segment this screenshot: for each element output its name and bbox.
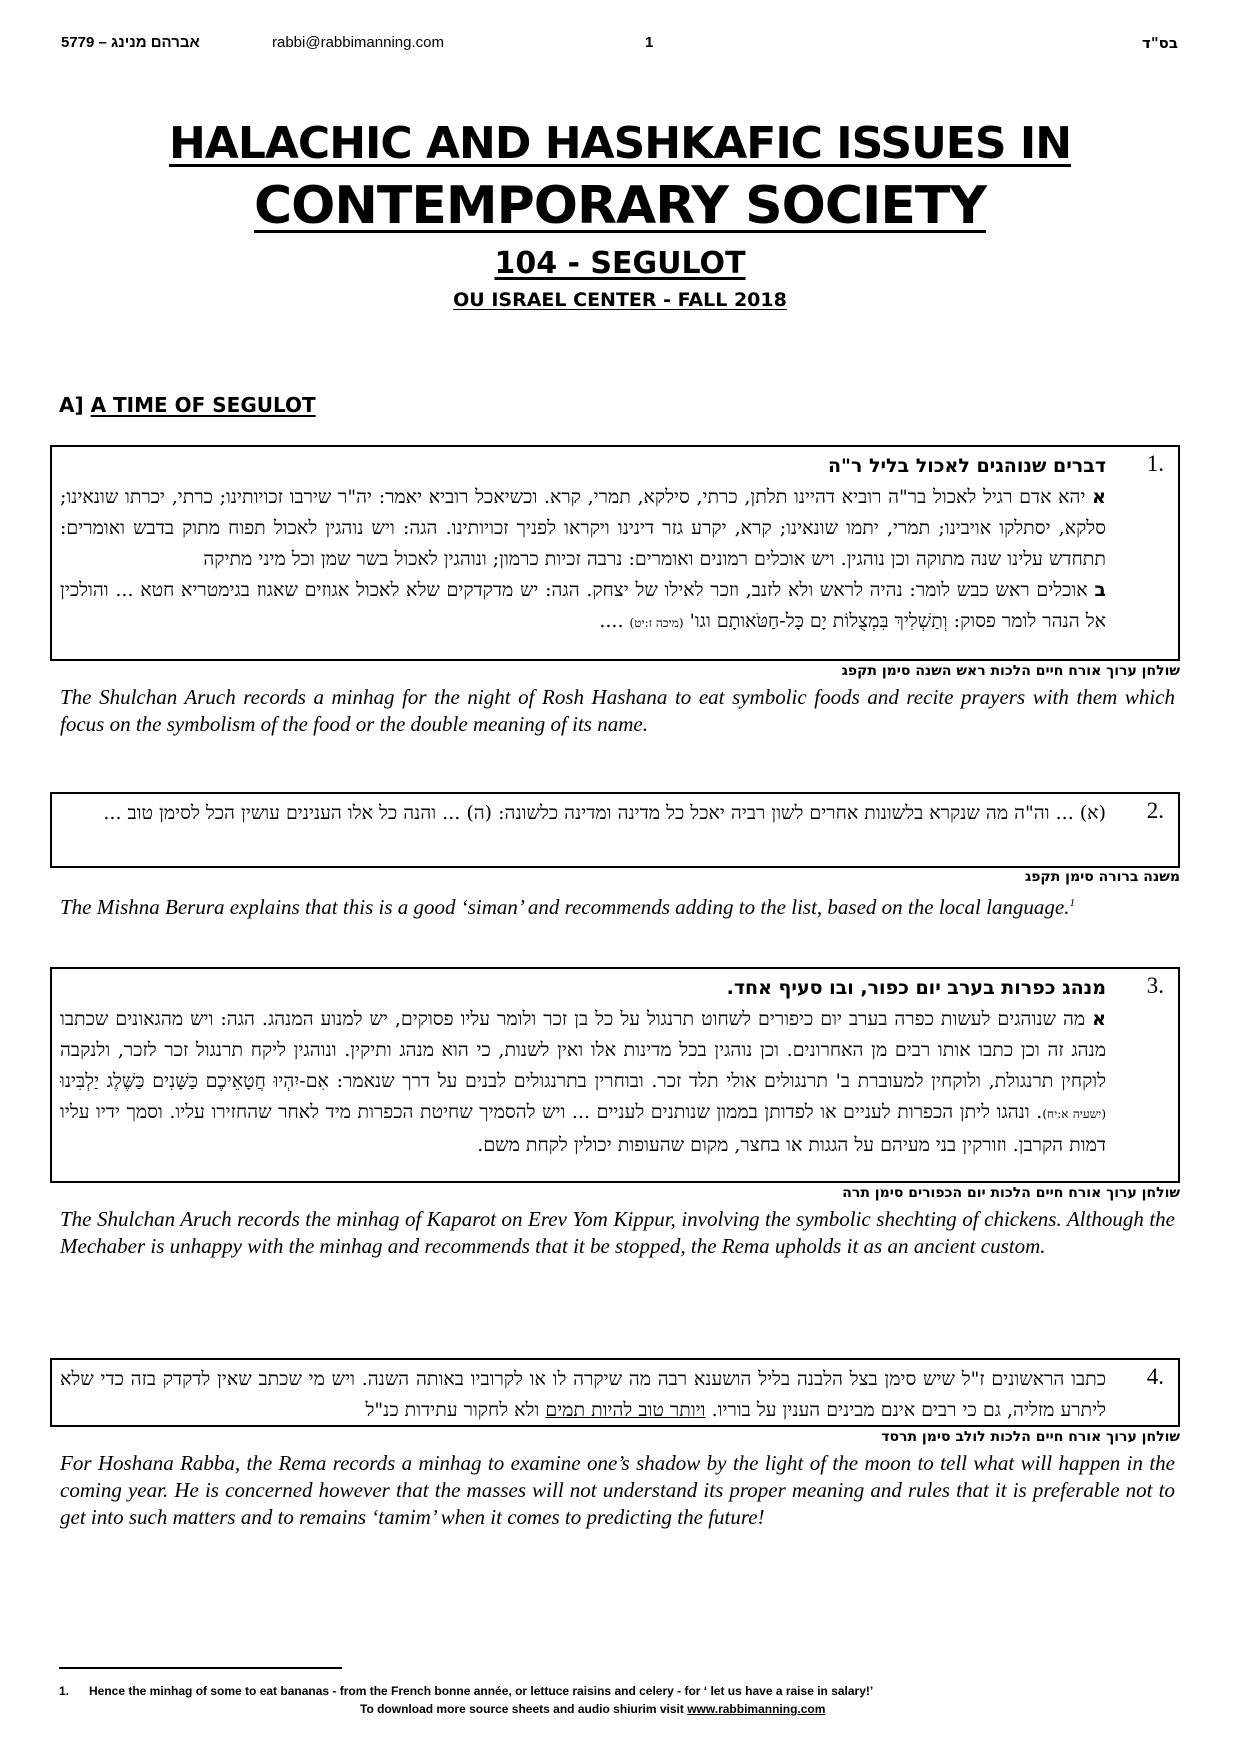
source-english-4: For Hoshana Rabba, the Rema records a minhag to examine one’s shadow by the light of the moon to tell what will happen in the coming year. He is concerned however that the masses will not understand its proper meaning and rules that it is preferable not to get into such matters and to remains ‘tamim’ when it comes to predicting the future! bbox=[60, 1451, 1175, 1529]
source-english-3: The Shulchan Aruch records the minhag of Kaparot on Erev Yom Kippur, involving the symbolic shechting of chickens. Although the Mechaber is unhappy with the minhag and recommends that it be stopped, the Rema upholds it as an ancient custom. bbox=[60, 1207, 1175, 1258]
title-line-2: CONTEMPORARY SOCIETY bbox=[254, 176, 986, 236]
source-citation-3: שולחן ערוך אורח חיים הלכות יום הכפורים סימן תרה bbox=[842, 1185, 1180, 1201]
paragraph-a: א מה שנוהגים לעשות כפרה בערב יום כיפורים לשחוט תרנגול על כל בן זכר ולומר עליו פסוקים, יש למנוע המנהג. הגה: ויש מהגאונים שכתבו מנהג זה וכן כתבו אותו רבים מן האחרונים. וכן נוהגין בכל מדינות אלו ואין לשנות, כי הוא מנהג ותיקין. ונוהגין ליקח תרנגול זכר לזכר, ולנקבה לוקחין תרנגולת, ולוקחין למעוברת ב' תרנגולים אולי תלד זכר. ובוחרין בתרנגולים לבנים על דרך שנאמר: אִם-יִהְיוּ חֲטָאֵיכֶם כַּשָּׁנִים כַּשֶּׁלֶג יַלְבִּינוּ (ישעיה א:יח). ונהגו ליתן הכפרות לעניים או לפדותן בממון שנותנים לעניים ... ויש להסמיך שחיטת הכפרות מיד לאחר שהחזירו עליו. וסמך ידיו עליו דמות הקרבן. וזורקין בני מעיהם על הגגות או בחצר, מקום שהעופות יכולין לקחת משם. bbox=[60, 1008, 1106, 1156]
source-number: 1. bbox=[1146, 451, 1164, 476]
section-heading bbox=[59, 393, 316, 417]
footnote-divider bbox=[59, 1667, 342, 1669]
source-number: 2. bbox=[1146, 798, 1164, 823]
source-heading: מנהג כפרות בערב יום כפור, ובו סעיף אחד. bbox=[726, 977, 1106, 999]
website-link[interactable]: www.rabbimanning.com bbox=[687, 1702, 826, 1716]
source-hebrew-text bbox=[60, 973, 1106, 1161]
source-hebrew-text: כתבו הראשונים ז"ל שיש סימן בצל הלבנה בליל הושענא רבה מה שיקרה לו או לקרוביו באותה השנה. ויש מי שכתב שאין לדקדק בזה כדי שלא ליתרע מזליה, גם כי רבים אינם מבינים הענין על בוריו. ויותר טוב להיות תמים ולא לחקור עתידות כנ"ל bbox=[60, 1368, 1106, 1421]
source-english-1: The Shulchan Aruch records a minhag for the night of Rosh Hashana to eat symbolic foods and recite prayers with them which focus on the symbolism of the food or the double meaning of its name. bbox=[60, 685, 1175, 736]
footnote-ref[interactable]: 1 bbox=[1069, 897, 1075, 909]
source-citation-2: משנה ברורה סימן תקפג bbox=[1024, 869, 1180, 885]
title-line-1: HALACHIC AND HASHKAFIC ISSUES IN bbox=[168, 118, 1072, 169]
source-number: 3. bbox=[1146, 973, 1164, 998]
paragraph-b: ב אוכלים ראש כבש לומר: נהיה לראש ולא לזנב, וזכר לאילו של יצחק. הגה: יש מדקדקים שלא לאכול אגוזים שאגוז בגימטריא חטא ... והולכין אל הנהר לומר פסוק: וְתַשְׁלִיךְ בִּמְצֻלוֹת יָם כָּל-חַטֹּאותָם וגו' (מיכה ז:יט) .... bbox=[60, 579, 1106, 632]
download-line: To download more source sheets and audio shiurim visit www.rabbimanning.com bbox=[360, 1702, 826, 1716]
footnote: 1. Hence the minhag of some to eat bananas - from the French bonne année, or lettuce raisins and celery - for ‘ let us have a raise in salary!’ bbox=[59, 1684, 874, 1698]
header-email[interactable]: rabbi@rabbimanning.com bbox=[272, 34, 444, 51]
source-hebrew-text: (א) ... וה"ה מה שנקרא בלשונות אחרים לשון רביה יאכל כל מדינה ומדינה כלשונה: (ה) ... והנה כל אלו הענינים עושין הכל לסימן טוב ... bbox=[103, 802, 1106, 824]
source-box-1 bbox=[50, 445, 1180, 661]
source-heading: דברים שנוהגים לאכול בליל ר"ה bbox=[827, 455, 1106, 477]
title-topic: 104 - SEGULOT bbox=[494, 246, 746, 281]
section-prefix: A] bbox=[59, 393, 84, 417]
title-venue: OU ISRAEL CENTER - FALL 2018 bbox=[453, 289, 787, 311]
source-citation-1: שולחן ערוך אורח חיים הלכות ראש השנה סימן תקפג bbox=[841, 663, 1180, 679]
page-number: 1 bbox=[645, 34, 654, 51]
section-label: A TIME OF SEGULOT bbox=[90, 393, 316, 417]
source-english-2: The Mishna Berura explains that this is a good ‘siman’ and recommends adding to the list, based on the local language.$^1$ bbox=[60, 895, 1075, 919]
paragraph-a: א יהא אדם רגיל לאכול בר"ה רוביא דהיינו תלתן, כרתי, סילקא, תמרי, קרא. וכשיאכל רוביא יאמר: יה"ר שירבו זכויותינו; כרתי, יכרתו שונאינו; סלקא, יסתלקו אויבינו; תמרי, יתמו שונאינו; קרא, יקרע גזר דינינו ויקראו לפניך זכויותינו. הגה: ויש נוהגין לאכול תפוח מתוק בדבש ואומרים: תתחדש עלינו שנה מתוקה וכן נוהגין. ויש אוכלים רמונים ואומרים: נרבה זכיות כרמון; ונוהגין לאכול בשר שמן וכל מיני מתיקה bbox=[60, 486, 1107, 570]
source-box-2 bbox=[50, 792, 1180, 868]
source-box-4 bbox=[50, 1358, 1180, 1427]
source-hebrew-text bbox=[60, 451, 1106, 639]
source-box-3 bbox=[50, 967, 1180, 1183]
header-bsd: בס"ד bbox=[1142, 34, 1178, 52]
source-citation-4: שולחן ערוך אורח חיים הלכות לולב סימן תרסד bbox=[881, 1429, 1180, 1445]
header-author-year: 5779 – אברהם מנינג bbox=[61, 34, 200, 51]
source-number: 4. bbox=[1146, 1364, 1164, 1389]
